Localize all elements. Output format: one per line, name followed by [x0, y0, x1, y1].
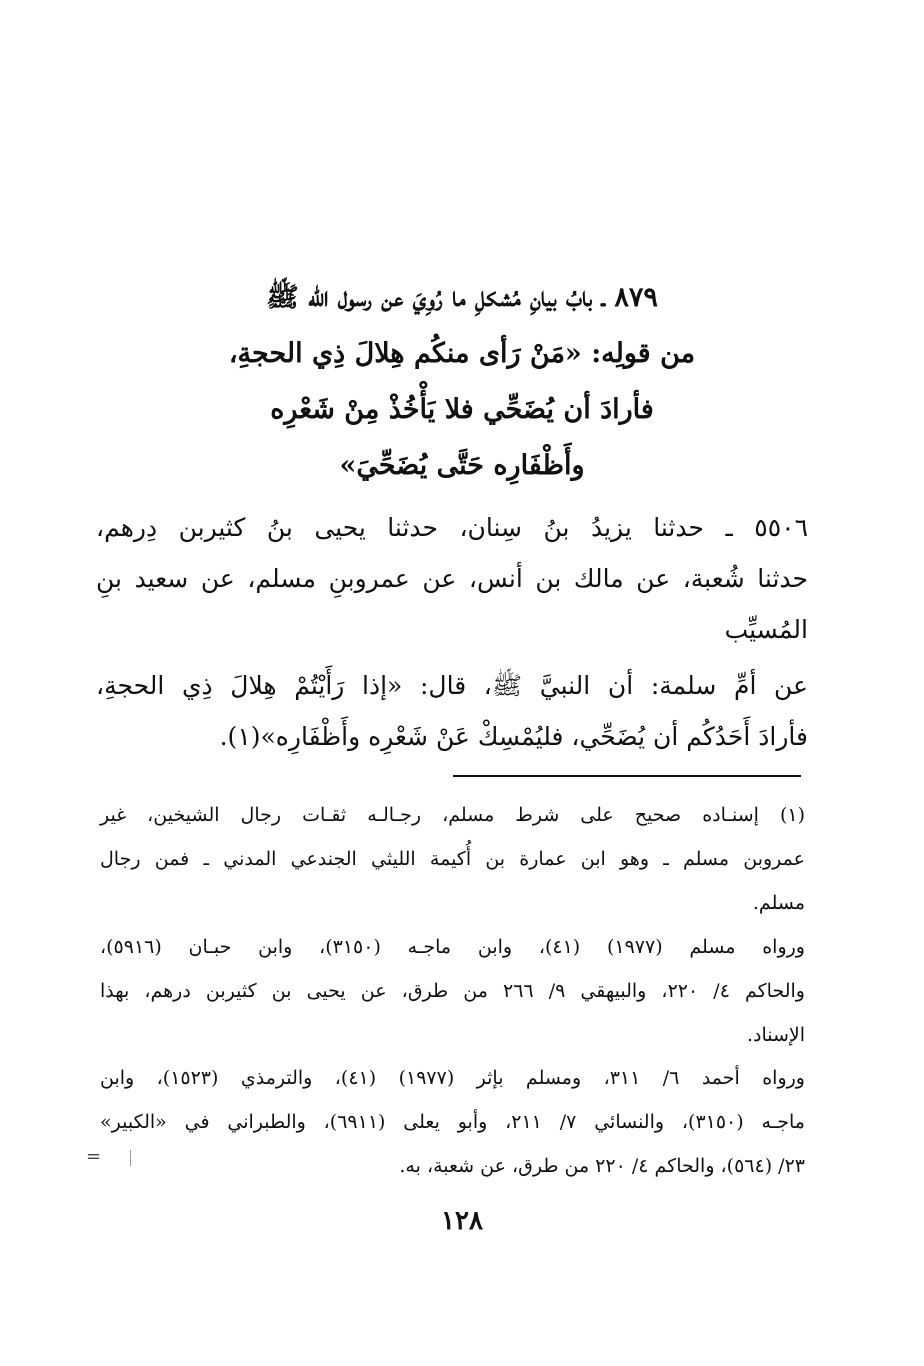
chapter-heading	[140, 270, 784, 494]
hadith-chain-paragraph	[96, 502, 808, 655]
footnote-line: الإسناد.	[746, 1024, 805, 1046]
margin-tick-mark	[130, 1150, 131, 1166]
footnote-line: مسلم.	[752, 892, 805, 914]
hadith-line: ٥٥٠٦ ـ حدثنا يزيدُ بنُ سِنان، حدثنا يحيى بنُ كثيربن دِرهم،	[96, 513, 808, 542]
footnote-line: ٢٣/ (٥٦٤)، والحاكم ٤/ ٢٢٠ من طرق، عن شعبة، به.	[399, 1155, 805, 1177]
footnote-2	[100, 925, 805, 1057]
hadith-line: فأرادَ أَحَدُكُم أن يُضَحِّي، فليُمْسِكْ عَنْ شَعْرِه وأَظْفَارِه»(١).	[219, 722, 808, 751]
footnote-1	[100, 793, 805, 925]
heading-line-3: فأرادَ أن يُضَحِّي فلا يَأْخُذْ مِنْ شَعْرِه	[270, 394, 654, 425]
footnote-line: والحاكم ٤/ ٢٢٠، والبيهقي ٩/ ٢٦٦ من طرق، عن يحيى بن كثيربن درهم، بهذا	[100, 980, 805, 1002]
page-number: ١٢٨	[441, 1206, 483, 1236]
footnote-line: (١) إسنـاده صحيح على شرط مسلم، رجـالـه ثقـات رجال الشيخين، غير	[100, 804, 805, 826]
hadith-line: المُسيِّب	[724, 615, 808, 644]
continuation-mark: =	[86, 1146, 102, 1167]
footnote-3	[100, 1056, 805, 1188]
footnote-line: ماجـه (٣١٥٠)، والنسائي ٧/ ٢١١، وأبو يعلى (٦٩١١)، والطبراني في «الكبير»	[100, 1111, 805, 1133]
hadith-line: عن أمِّ سلمة: أن النبيَّ ﷺ، قال: «إذا رَأَيْتُمْ هِلالَ ذِي الحجةِ،	[96, 671, 808, 700]
footnote-line: ورواه مسلم (١٩٧٧) (٤١)، وابن ماجـه (٣١٥٠)، وابن حبـان (٥٩١٦)،	[100, 936, 805, 958]
footnote-divider	[453, 775, 801, 777]
heading-line-4: وأَظْفَارِه حَتَّى يُضَحِّيَ»	[339, 450, 585, 481]
hadith-line: حدثنا شُعبة، عن مالك بن أنس، عن عمروبنِ مسلم، عن سعيد بنِ	[96, 564, 808, 593]
footnote-line: ورواه أحمد ٦/ ٣١١، ومسلم بإثر (١٩٧٧) (٤١)، والترمذي (١٥٢٣)، وابن	[100, 1067, 805, 1089]
heading-line-1: ٨٧٩ ـ بابُ بيانِ مُشكلِ ما رُوِيَ عن رسول الله ﷺ	[266, 282, 658, 313]
heading-line-2: من قولِه: «مَنْ رَأى منكُم هِلالَ ذِي الحجةِ،	[228, 338, 696, 369]
footnote-line: عمروبن مسلم ـ وهو ابن عمارة بن أُكيمة الليثي الجندعي المدني ـ فمن رجال	[100, 848, 805, 870]
hadith-text-paragraph	[96, 660, 808, 762]
